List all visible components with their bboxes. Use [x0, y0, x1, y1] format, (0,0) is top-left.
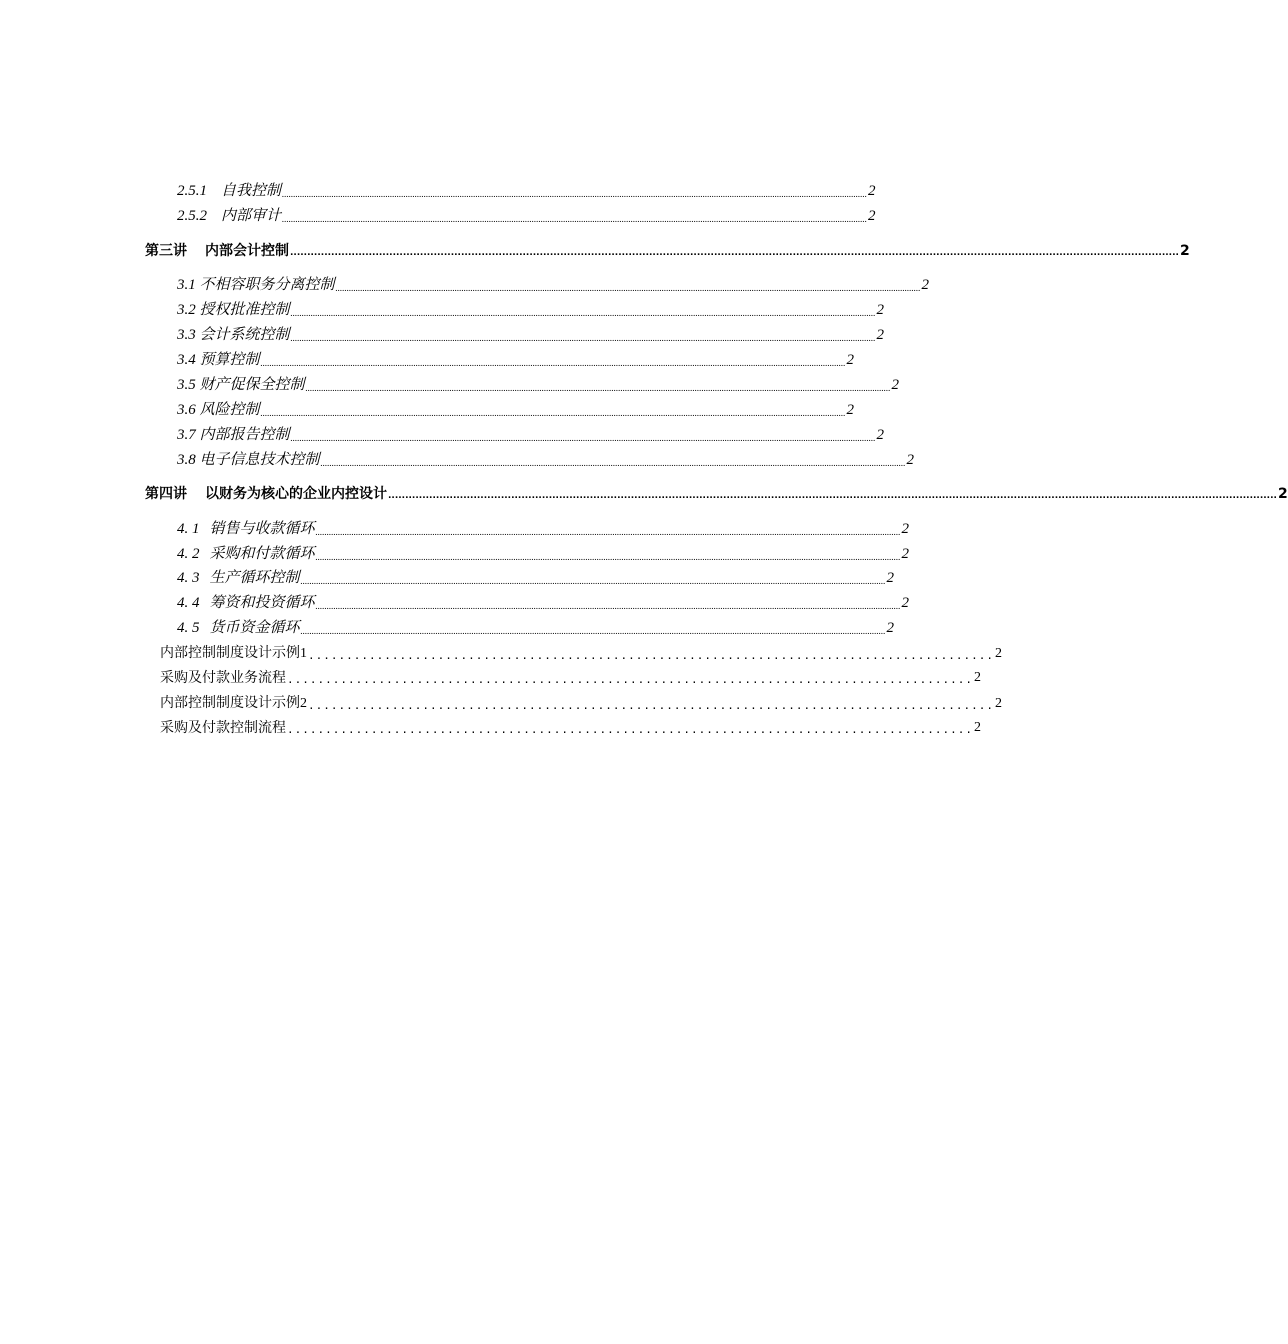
toc-page-number: 2: [995, 696, 1003, 711]
toc-leader-dots: ....................................................................................................................................................................................................................................................................: [388, 491, 1277, 501]
toc-entry-title: 采购和付款循环: [209, 546, 315, 562]
toc-leader-dots: ....................................................................................................................................................................................................................................................................: [300, 626, 886, 636]
toc-entry-3-1[interactable]: [177, 277, 930, 293]
toc-page-number: 2: [876, 302, 885, 318]
toc-entry-label: [177, 547, 315, 562]
toc-entry-title: 内部控制制度设计示例: [160, 695, 300, 711]
toc-entry-title: 内部审计: [221, 208, 282, 224]
toc-entry-example-1[interactable]: [160, 645, 1003, 662]
toc-page-number: 2: [901, 595, 910, 611]
toc-page-number: 2: [886, 570, 895, 586]
toc-leader-dots: ....................................................................................................................................................................................................................................................................: [290, 248, 1179, 258]
toc-entry-label: [160, 696, 307, 711]
toc-entry-label: [177, 209, 281, 224]
toc-leader-dots: ....................................................................................................................................................................................................................................................................: [290, 333, 876, 343]
toc-entry-label: [177, 184, 281, 199]
toc-leader-dots: ..........................................................................................: [287, 673, 974, 686]
toc-leader-dots: ....................................................................................................................................................................................................................................................................: [315, 527, 901, 537]
toc-chapter-title: 内部会计控制: [205, 243, 289, 259]
toc-page-number: 2: [995, 646, 1003, 661]
toc-entry-2-5-2[interactable]: [177, 208, 876, 224]
toc-entry-label: [145, 244, 289, 258]
toc-entry-label: [177, 596, 315, 611]
toc-leader-dots: ..........................................................................................: [287, 723, 974, 736]
toc-entry-4-5[interactable]: [177, 620, 895, 636]
toc-page-number: 2: [901, 546, 910, 562]
toc-page-number: 2: [876, 427, 885, 443]
toc-entry-title: 3.1 不相容职务分离控制: [177, 277, 335, 293]
toc-page-number: 2: [886, 620, 895, 636]
toc-leader-dots: ....................................................................................................................................................................................................................................................................: [335, 283, 921, 293]
toc-entry-number: 4. 4: [177, 595, 200, 611]
toc-entry-title: 3.6 风险控制: [177, 402, 260, 418]
toc-entry-title: 3.4 预算控制: [177, 352, 260, 368]
toc-entry-label: [177, 522, 315, 537]
toc-leader-dots: ....................................................................................................................................................................................................................................................................: [315, 601, 901, 611]
toc-leader-dots: ....................................................................................................................................................................................................................................................................: [282, 214, 868, 224]
toc-entry-4-4[interactable]: [177, 595, 910, 611]
toc-page-number: 2: [891, 377, 900, 393]
toc-leader-dots: ....................................................................................................................................................................................................................................................................: [282, 189, 868, 199]
toc-entry-title: 3.3 会计系统控制: [177, 327, 290, 343]
toc-entry-3-8[interactable]: [177, 452, 915, 468]
toc-chapter-title: 以财务为核心的企业内控设计: [205, 486, 387, 502]
toc-entry-title: 销售与收款循环: [209, 521, 315, 537]
toc-page-number: 2: [846, 352, 855, 368]
toc-entry-3-7[interactable]: [177, 427, 885, 443]
toc-entry-title: 生产循环控制: [209, 570, 300, 586]
toc-leader-dots: ....................................................................................................................................................................................................................................................................: [315, 552, 901, 562]
toc-chapter-number: 第四讲: [145, 486, 187, 502]
toc-entry-title: 3.8 电子信息技术控制: [177, 452, 320, 468]
toc-entry-purchase-business-flow[interactable]: [160, 670, 982, 686]
toc-page-number: 2: [846, 402, 855, 418]
toc-page-number: 2: [868, 208, 876, 224]
toc-entry-title: 3.5 财产促保全控制: [177, 377, 305, 393]
toc-entry-2-5-1[interactable]: [177, 183, 876, 199]
toc-page-number: 2: [876, 327, 885, 343]
toc-entry-title: 3.7 内部报告控制: [177, 427, 290, 443]
toc-leader-dots: ..........................................................................................: [308, 649, 995, 662]
toc-entry-4-3[interactable]: [177, 570, 895, 586]
toc-page-number: 2: [974, 670, 982, 685]
toc-entry-title: 采购及付款业务流程: [160, 670, 286, 686]
toc-page-number: 2: [1277, 486, 1288, 502]
toc-entry-title: 自我控制: [221, 183, 282, 199]
toc-entry-example-2[interactable]: [160, 695, 1003, 712]
toc-leader-dots: ....................................................................................................................................................................................................................................................................: [300, 576, 886, 586]
toc-entry-label: [177, 571, 300, 586]
toc-entry-number: 4. 3: [177, 570, 200, 586]
toc-page-number: 2: [868, 183, 876, 199]
toc-page-number: 2: [921, 277, 930, 293]
toc-entry-number: 4. 1: [177, 521, 200, 537]
toc-entry-number: 1: [300, 646, 307, 661]
toc-leader-dots: ....................................................................................................................................................................................................................................................................: [290, 433, 876, 443]
toc-entry-number: 4. 5: [177, 620, 200, 636]
toc-leader-dots: ....................................................................................................................................................................................................................................................................: [290, 308, 876, 318]
toc-entry-3-6[interactable]: [177, 402, 855, 418]
toc-entry-3-4[interactable]: [177, 352, 855, 368]
toc-entry-4-2[interactable]: [177, 546, 910, 562]
toc-entry-number: 2.5.2: [177, 208, 207, 224]
toc-entry-label: [177, 621, 300, 636]
toc-entry-label: [145, 487, 387, 501]
toc-entry-4-1[interactable]: [177, 521, 910, 537]
toc-entry-label: [160, 646, 307, 661]
toc-leader-dots: ....................................................................................................................................................................................................................................................................: [260, 408, 846, 418]
toc-leader-dots: ..........................................................................................: [308, 699, 995, 712]
toc-entry-number: 4. 2: [177, 546, 200, 562]
toc-leader-dots: ....................................................................................................................................................................................................................................................................: [260, 358, 846, 368]
toc-chapter-4[interactable]: [145, 486, 1288, 502]
toc-page-number: 2: [1179, 243, 1190, 259]
toc-entry-title: 3.2 授权批准控制: [177, 302, 290, 318]
toc-entry-title: 内部控制制度设计示例: [160, 645, 300, 661]
toc-entry-number: 2.5.1: [177, 183, 207, 199]
toc-entry-number: 2: [300, 696, 307, 711]
toc-entry-3-3[interactable]: [177, 327, 885, 343]
toc-page-number: 2: [974, 720, 982, 735]
toc-entry-3-5[interactable]: [177, 377, 900, 393]
toc-entry-title: 采购及付款控制流程: [160, 720, 286, 736]
toc-page-number: 2: [906, 452, 915, 468]
toc-entry-3-2[interactable]: [177, 302, 885, 318]
toc-leader-dots: ....................................................................................................................................................................................................................................................................: [320, 458, 906, 468]
toc-leader-dots: ....................................................................................................................................................................................................................................................................: [305, 383, 891, 393]
toc-entry-title: 货币资金循环: [209, 620, 300, 636]
toc-entry-purchase-control-flow[interactable]: [160, 720, 982, 736]
toc-page-number: 2: [901, 521, 910, 537]
toc-chapter-number: 第三讲: [145, 243, 187, 259]
toc-entry-title: 筹资和投资循环: [209, 595, 315, 611]
toc-chapter-3[interactable]: [145, 243, 1190, 259]
